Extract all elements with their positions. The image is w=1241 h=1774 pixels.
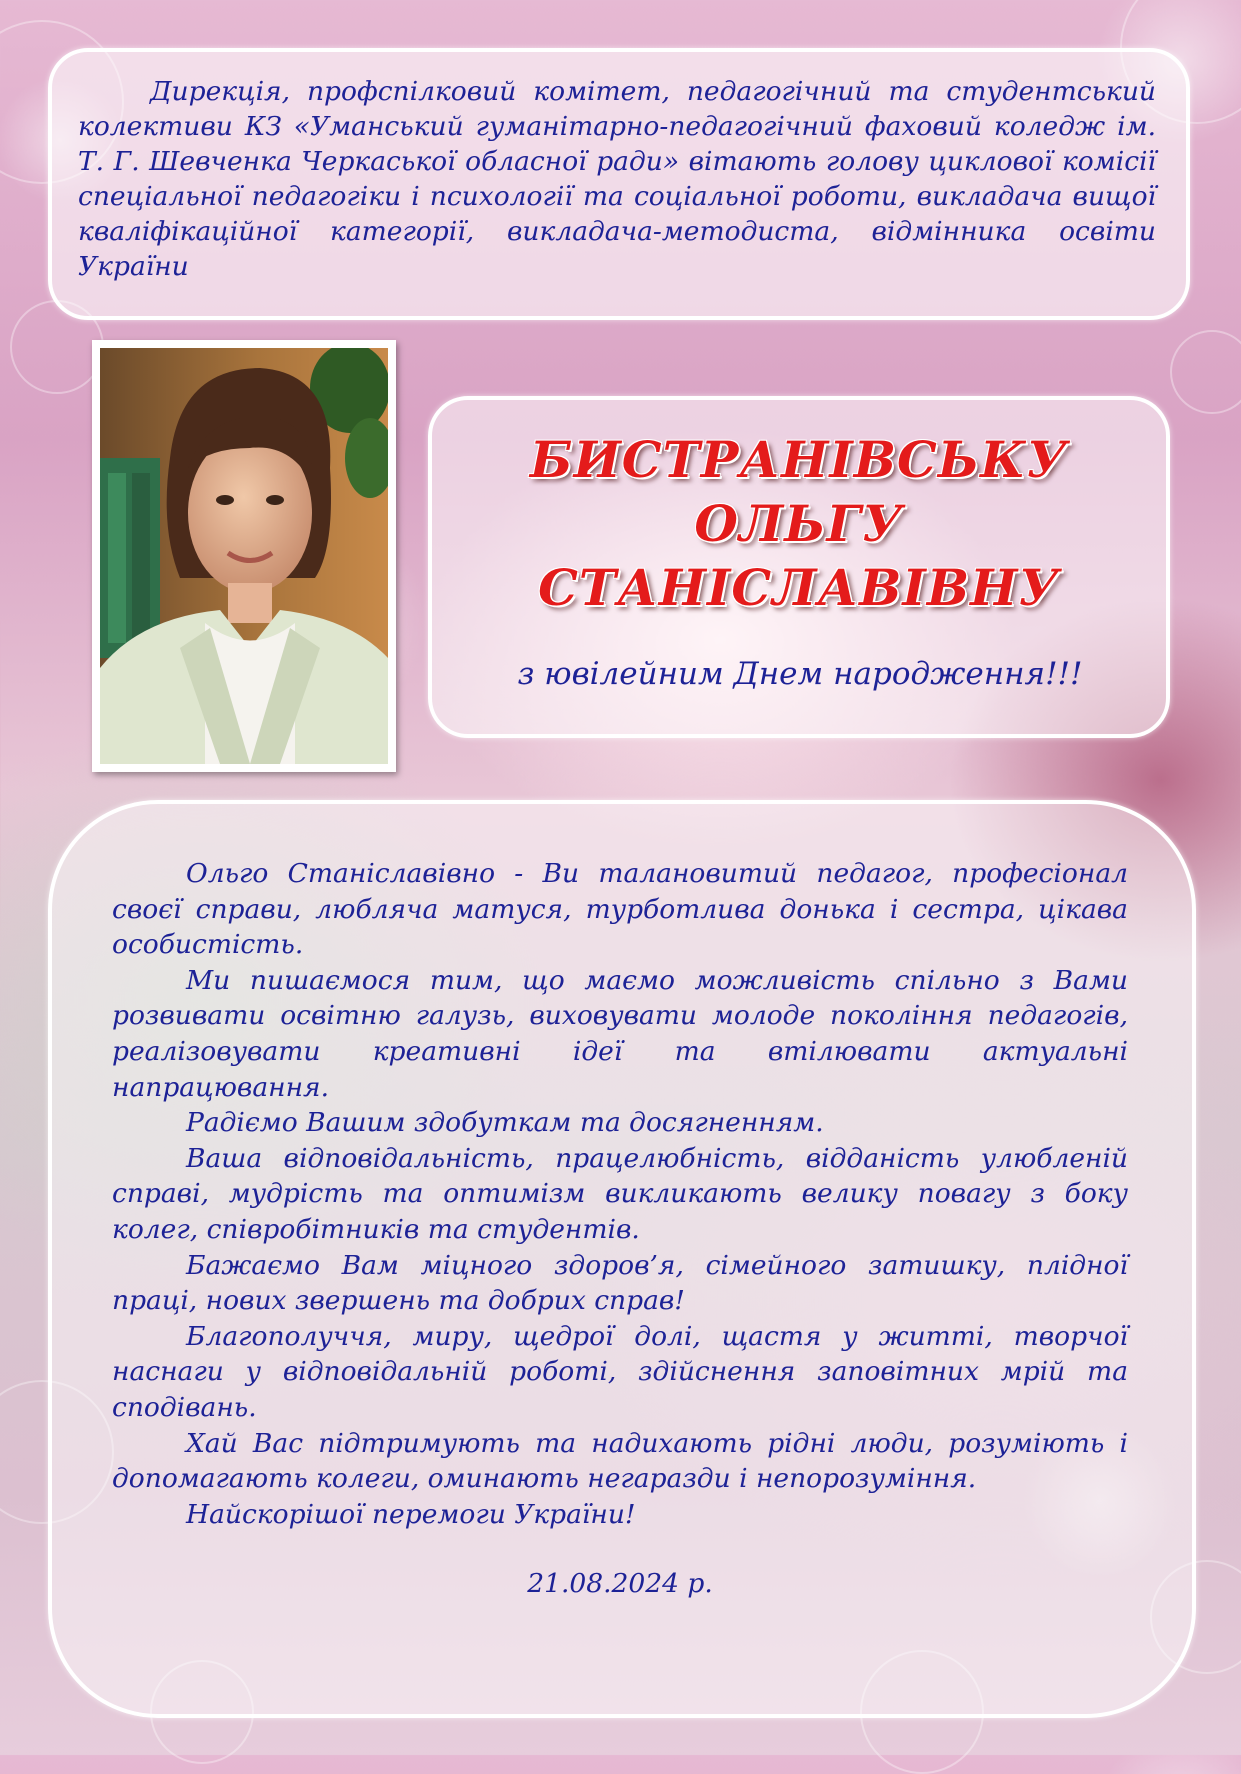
message-paragraph: Найскорішої перемоги України!: [186, 1498, 636, 1530]
message-paragraph: Благополуччя, миру, щедрої долі, щастя у житті, творчої наснаги у відповідальній роботі, здійснення заповітних мрій та сподівань.: [112, 1320, 1128, 1423]
message-paragraph: Радіємо Вашим здобуткам та досягненням.: [186, 1107, 824, 1139]
surname: БИСТРАНІВСЬКУ: [529, 430, 1069, 489]
honoree-name: [428, 428, 1170, 620]
message-paragraph: Бажаємо Вам міцного здоров’я, сімейного затишку, плідної праці, нових звершень та добрих справ!: [112, 1249, 1128, 1317]
message-paragraph: Хай Вас підтримують та надихають рідні люди, розуміють і допомагають колеги, оминають негаразди і непорозуміння.: [112, 1427, 1128, 1495]
message-body: [112, 856, 1128, 1532]
portrait-photo: [100, 348, 388, 764]
bokeh-circle: [1170, 330, 1241, 414]
greeting-text: з ювілейним Днем народження!!!: [517, 656, 1083, 692]
portrait-illustration: [100, 348, 388, 764]
portrait-frame: [92, 340, 396, 772]
intro-text: Дирекція, профспілковий комітет, педагогічний та студентський колективи КЗ «Уманський гуманітарно-педагогічний фаховий коледж ім. Т. Г. Шевченка Черкаської обласної ради» вітають голову циклової комісії спеціальної педагогіки і психології та соціальної роботи, викладача вищої кваліфікаційної категорії, викладача-методиста, відмінника освіти України: [78, 76, 1156, 282]
first-name: ОЛЬГУ: [694, 494, 904, 553]
date-text: 21.08.2024 р.: [527, 1568, 713, 1599]
message-paragraph: Ваша відповідальність, працелюбність, відданість улюбленій справі, мудрість та оптимізм викликають велику повагу з боку колег, співробітників та студентів.: [112, 1142, 1128, 1245]
message-paragraph: Ольго Станіславівно - Ви талановитий педагог, професіонал своєї справи, любляча матуся, турботлива донька і сестра, цікава особистість.: [112, 858, 1128, 961]
patronymic: СТАНІСЛАВІВНУ: [538, 558, 1060, 617]
message-paragraph: Ми пишаємося тим, що маємо можливість спільно з Вами розвивати освітню галузь, виховувати молоде покоління педагогів, реалізовувати креативні ідеї та втілювати актуальні напрацювання.: [112, 964, 1128, 1103]
